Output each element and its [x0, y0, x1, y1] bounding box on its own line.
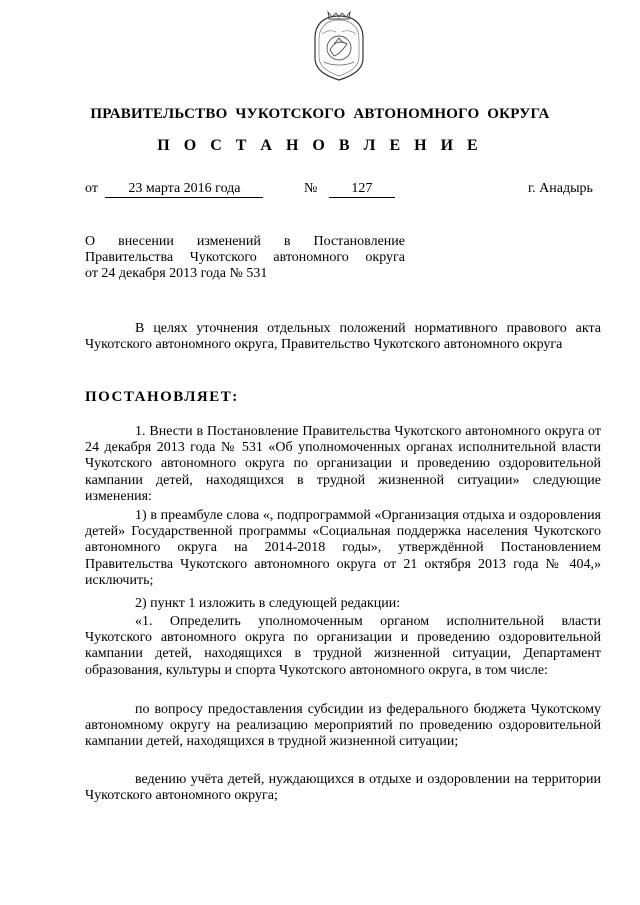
subject-line-2: Правительства Чукотского автономного округа: [85, 250, 405, 265]
paragraph-6: ведению учёта детей, нуждающихся в отдыхе и оздоровлении на территории Чукотского автономного округа;: [85, 772, 601, 804]
coat-of-arms-emblem-icon: [310, 10, 368, 82]
from-label: от: [85, 181, 98, 196]
document-number: 127: [329, 181, 395, 198]
number-label: №: [304, 181, 318, 196]
document-subject: [85, 234, 405, 282]
number-line: [304, 181, 395, 198]
document-date: 23 марта 2016 года: [105, 181, 263, 198]
government-title: ПРАВИТЕЛЬСТВО ЧУКОТСКОГО АВТОНОМНОГО ОКРУГА: [90, 106, 550, 122]
date-line: [85, 181, 263, 198]
paragraph-2: 1) в преамбуле слова «, подпрограммой «Организация отдыха и оздоровления детей» Государственной программы «Социальная поддержка населения Чукотского автономного округа на 2014-2018 годы», утверждённой Постановлением Правительства Чукотского автономного округа от 21 октября 2013 года № 404,» исключить;: [85, 508, 601, 588]
city-name: г. Анадырь: [528, 181, 593, 196]
paragraph-5: по вопросу предоставления субсидии из федерального бюджета Чукотскому автономному округу на реализацию мероприятий по проведению оздоровительной кампании детей, находящихся в трудной жизненной ситуации;: [85, 702, 601, 750]
preamble-paragraph: В целях уточнения отдельных положений нормативного правового акта Чукотского автономного округа, Правительство Чукотского автономного округа: [85, 321, 601, 353]
paragraph-3: 2) пункт 1 изложить в следующей редакции:: [135, 596, 401, 611]
paragraph-1: 1. Внести в Постановление Правительства Чукотского автономного округа от 24 декабря 2013 года № 531 «Об уполномоченных органах исполнительной власти Чукотского автономного округа по организации и проведению оздоровительной кампании детей, находящихся в трудной жизненной ситуации» следующие изменения:: [85, 424, 601, 504]
resolves-heading: ПОСТАНОВЛЯЕТ:: [85, 389, 239, 405]
subject-line-3: от 24 декабря 2013 года № 531: [85, 266, 268, 281]
paragraph-4: «1. Определить уполномоченным органом исполнительной власти Чукотского автономного округа по организации и проведению оздоровительной кампании детей, находящихся в трудной жизненной ситуации, Департамент образования, культуры и спорта Чукотского автономного округа, в том числе:: [85, 614, 601, 678]
document-type-title: П О С Т А Н О В Л Е Н И Е: [157, 137, 483, 154]
subject-line-1: О внесении изменений в Постановление: [85, 234, 405, 249]
